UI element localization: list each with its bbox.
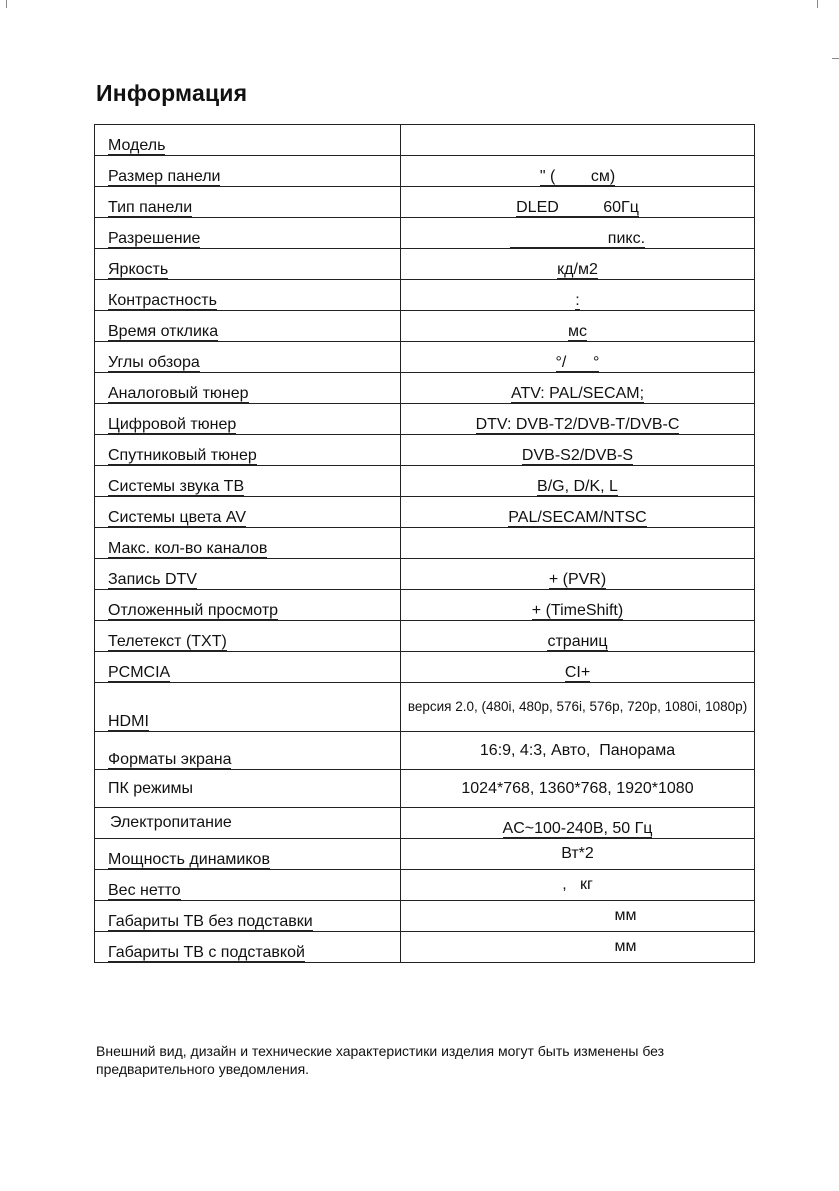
spec-name-text: Тип панели xyxy=(108,199,193,216)
spec-value xyxy=(401,466,755,497)
spec-name-text: Системы цвета AV xyxy=(108,509,246,526)
table-row xyxy=(95,732,755,770)
page-title: Информация xyxy=(96,80,248,106)
spec-value-text: , кг xyxy=(562,876,593,893)
spec-value-text: : xyxy=(575,292,580,309)
spec-value xyxy=(401,404,755,435)
spec-name xyxy=(95,156,401,187)
spec-name xyxy=(95,528,401,559)
spec-name xyxy=(95,932,401,963)
spec-name-text: Яркость xyxy=(108,261,169,278)
spec-value xyxy=(401,156,755,187)
table-row xyxy=(95,932,755,963)
spec-value xyxy=(401,280,755,311)
table-row xyxy=(95,870,755,901)
spec-name-text: Макс. кол-во каналов xyxy=(108,540,268,557)
spec-name xyxy=(95,342,401,373)
spec-value-text: 16:9, 4:3, Авто, Панорама xyxy=(479,741,676,759)
table-row xyxy=(95,249,755,280)
spec-value xyxy=(401,528,755,559)
spec-name xyxy=(95,497,401,528)
spec-value xyxy=(401,497,755,528)
table-row xyxy=(95,156,755,187)
spec-value xyxy=(401,187,755,218)
table-row xyxy=(95,652,755,683)
spec-value-text: страниц xyxy=(547,633,608,650)
spec-name-text: Цифровой тюнер xyxy=(108,416,237,433)
spec-value-text: DTV: DVB-T2/DVB-T/DVB-C xyxy=(475,416,680,433)
spec-value-text: + (PVR) xyxy=(548,571,607,588)
spec-name-text: Форматы экрана xyxy=(108,751,232,768)
disclaimer-footnote: Внешний вид, дизайн и технические характеристики изделия могут быть изменены без предварительного уведомления. xyxy=(96,1043,665,1077)
spec-value xyxy=(401,770,755,808)
spec-value xyxy=(401,249,755,280)
spec-value-text: PAL/SECAM/NTSC xyxy=(508,509,647,526)
spec-name xyxy=(95,870,401,901)
table-row xyxy=(95,621,755,652)
spec-value xyxy=(401,435,755,466)
spec-name xyxy=(95,435,401,466)
spec-value-text: пикс. xyxy=(509,230,646,247)
spec-name xyxy=(95,280,401,311)
table-row xyxy=(95,497,755,528)
spec-value xyxy=(401,901,755,932)
table-row xyxy=(95,466,755,497)
spec-table xyxy=(94,124,755,963)
spec-value-text: мм xyxy=(614,938,637,955)
spec-name-text: Габариты ТВ без подставки xyxy=(108,913,313,930)
spec-value-text: мм xyxy=(614,907,637,924)
spec-name xyxy=(95,466,401,497)
spec-name xyxy=(95,311,401,342)
table-row xyxy=(95,187,755,218)
table-row xyxy=(95,839,755,870)
table-row xyxy=(95,590,755,621)
spec-name xyxy=(95,621,401,652)
spec-name-text: Аналоговый тюнер xyxy=(108,385,249,402)
spec-value-text: " ( см) xyxy=(539,168,616,185)
spec-name-text: Спутниковый тюнер xyxy=(108,447,257,464)
spec-name-text: HDMI xyxy=(108,713,149,730)
spec-value-text: + (TimeShift) xyxy=(531,602,624,619)
spec-name xyxy=(95,404,401,435)
spec-value xyxy=(401,559,755,590)
spec-name-text: Габариты ТВ с подставкой xyxy=(108,944,305,961)
spec-name-text: Модель xyxy=(108,137,166,154)
spec-name xyxy=(95,559,401,590)
spec-value xyxy=(401,870,755,901)
spec-name-text: ПК режимы xyxy=(108,779,194,797)
spec-name xyxy=(95,839,401,870)
spec-name xyxy=(95,732,401,770)
table-row xyxy=(95,280,755,311)
spec-value-text: мс xyxy=(568,323,587,340)
table-row xyxy=(95,683,755,732)
spec-value xyxy=(401,342,755,373)
spec-value xyxy=(401,311,755,342)
table-row xyxy=(95,342,755,373)
spec-name-text: Разрешение xyxy=(108,230,201,247)
table-row xyxy=(95,528,755,559)
spec-value xyxy=(401,808,755,839)
crop-mark xyxy=(6,0,7,8)
crop-mark xyxy=(817,0,818,8)
table-row xyxy=(95,311,755,342)
spec-name-text: PCMCIA xyxy=(108,664,171,681)
spec-value-text: B/G, D/K, L xyxy=(537,478,618,495)
table-row xyxy=(95,435,755,466)
spec-value-text: кд/м2 xyxy=(557,261,598,278)
spec-value-text: 1024*768, 1360*768, 1920*1080 xyxy=(461,779,694,797)
spec-value-text: DLED 60Гц xyxy=(516,199,639,216)
spec-value xyxy=(401,373,755,404)
spec-name xyxy=(95,218,401,249)
spec-name-text: Время отклика xyxy=(108,323,219,340)
table-row xyxy=(95,373,755,404)
spec-name xyxy=(95,187,401,218)
table-row xyxy=(95,770,755,808)
spec-name-text: Вес нетто xyxy=(108,882,181,899)
spec-name xyxy=(95,652,401,683)
spec-value xyxy=(401,683,755,732)
spec-name-text: Телетекст (TXT) xyxy=(108,633,227,650)
table-row xyxy=(95,218,755,249)
spec-name-text: Отложенный просмотр xyxy=(108,602,279,619)
spec-value-text: CI+ xyxy=(564,664,591,681)
table-row xyxy=(95,901,755,932)
spec-value xyxy=(401,652,755,683)
spec-name xyxy=(95,125,401,156)
spec-value xyxy=(401,732,755,770)
spec-name-text: Электропитание xyxy=(110,814,232,831)
spec-name-text: Мощность динамиков xyxy=(108,851,270,868)
spec-name xyxy=(95,901,401,932)
spec-name xyxy=(95,249,401,280)
table-row xyxy=(95,404,755,435)
spec-name xyxy=(95,683,401,732)
spec-name-text: Запись DTV xyxy=(108,571,197,588)
spec-value-text: °/ ° xyxy=(555,354,600,371)
spec-value xyxy=(401,218,755,249)
spec-name xyxy=(95,808,401,839)
spec-value xyxy=(401,839,755,870)
spec-name-text: Углы обзора xyxy=(108,354,200,371)
spec-value xyxy=(401,932,755,963)
spec-name-text: Системы звука ТВ xyxy=(108,478,245,495)
table-row xyxy=(95,808,755,839)
spec-value-text: DVB-S2/DVB-S xyxy=(521,447,634,464)
spec-value xyxy=(401,621,755,652)
crop-mark xyxy=(832,58,839,59)
spec-value xyxy=(401,590,755,621)
spec-value xyxy=(401,125,755,156)
spec-name xyxy=(95,770,401,808)
spec-name-text: Размер панели xyxy=(108,168,221,185)
table-row xyxy=(95,559,755,590)
spec-name xyxy=(95,590,401,621)
spec-value-text: версия 2.0, (480i, 480p, 576i, 576p, 720p, 1080i, 1080p) xyxy=(407,699,748,714)
spec-value-text: Вт*2 xyxy=(561,845,594,862)
spec-value-text: ATV: PAL/SECAM; xyxy=(510,385,645,402)
spec-name xyxy=(95,373,401,404)
spec-name-text: Контрастность xyxy=(108,292,217,309)
table-row xyxy=(95,125,755,156)
spec-value-text: AC~100-240B, 50 Гц xyxy=(502,820,653,837)
